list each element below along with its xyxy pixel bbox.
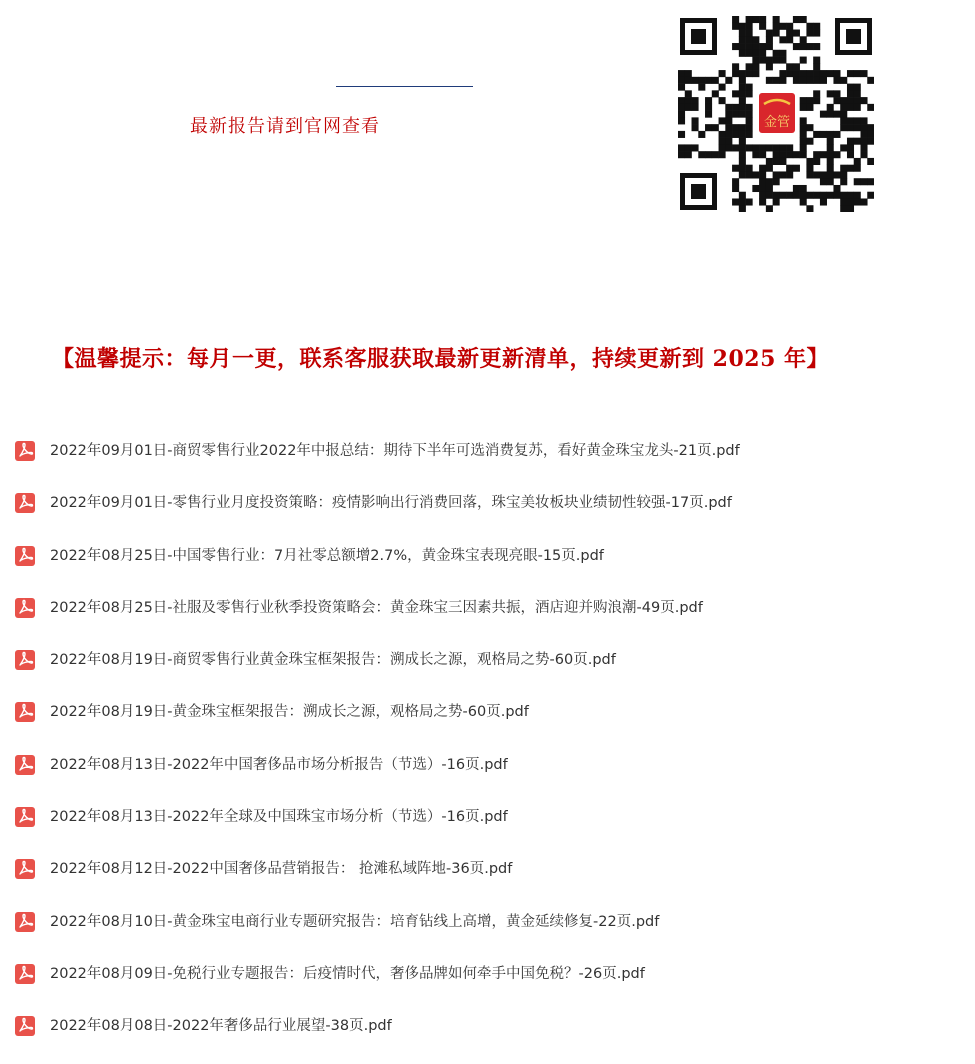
file-list-item[interactable]	[14, 802, 964, 854]
pdf-icon	[14, 597, 36, 619]
file-list	[14, 436, 964, 1064]
pdf-icon	[14, 806, 36, 828]
pdf-icon	[14, 649, 36, 671]
pdf-icon	[14, 858, 36, 880]
file-list-item[interactable]	[14, 436, 964, 488]
file-list-item[interactable]	[14, 697, 964, 749]
file-name: 2022年09月01日-商贸零售行业2022年中报总结：期待下半年可选消费复苏，看好黄金珠宝龙头-21页.pdf	[50, 443, 740, 459]
file-name: 2022年08月19日-商贸零售行业黄金珠宝框架报告：溯成长之源，观格局之势-60页.pdf	[50, 652, 616, 669]
file-name: 2022年08月09日-免税行业专题报告：后疫情时代，奢侈品牌如何牵手中国免税？-26页.pdf	[50, 965, 645, 982]
file-list-item[interactable]	[14, 959, 964, 1011]
file-list-item[interactable]	[14, 907, 964, 959]
pdf-icon	[14, 440, 36, 462]
update-tip: 【温馨提示：每月一更，联系客服获取最新更新清单，持续更新到 2025 年】	[52, 346, 830, 372]
file-name: 2022年08月19日-黄金珠宝框架报告：溯成长之源，观格局之势-60页.pdf	[50, 704, 529, 721]
file-list-item[interactable]	[14, 488, 964, 540]
header-underline	[336, 86, 473, 87]
file-name: 2022年08月13日-2022年中国奢侈品市场分析报告（节选）-16页.pdf	[50, 756, 508, 773]
file-name: 2022年08月10日-黄金珠宝电商行业专题研究报告：培育钻线上高增，黄金延续修复-22页.pdf	[50, 913, 660, 930]
pdf-icon	[14, 754, 36, 776]
file-name: 2022年08月12日-2022中国奢侈品营销报告： 抢滩私域阵地-36页.pdf	[50, 861, 513, 878]
file-list-item[interactable]	[14, 593, 964, 645]
file-list-item[interactable]	[14, 750, 964, 802]
file-list-item[interactable]	[14, 541, 964, 593]
qr-code	[678, 16, 874, 212]
pdf-icon	[14, 492, 36, 514]
website-notice[interactable]: 最新报告请到官网查看	[190, 116, 380, 137]
file-list-item[interactable]	[14, 1011, 964, 1063]
file-name: 2022年08月25日-社服及零售行业秋季投资策略会：黄金珠宝三因素共振，酒店迎并购浪潮-49页.pdf	[50, 599, 703, 616]
file-name: 2022年09月01日-零售行业月度投资策略：疫情影响出行消费回落，珠宝美妆板块业绩韧性较强-17页.pdf	[50, 495, 732, 512]
qr-logo	[756, 90, 798, 136]
file-name: 2022年08月25日-中国零售行业：7月社零总额增2.7%，黄金珠宝表现亮眼-15页.pdf	[50, 547, 604, 564]
file-list-item[interactable]	[14, 854, 964, 906]
pdf-icon	[14, 1015, 36, 1037]
pdf-icon	[14, 701, 36, 723]
pdf-icon	[14, 545, 36, 567]
pdf-icon	[14, 963, 36, 985]
file-name: 2022年08月08日-2022年奢侈品行业展望-38页.pdf	[50, 1018, 392, 1035]
pdf-icon	[14, 911, 36, 933]
file-list-item[interactable]	[14, 645, 964, 697]
qr-logo-text: 金管	[763, 115, 791, 130]
file-name: 2022年08月13日-2022年全球及中国珠宝市场分析（节选）-16页.pdf	[50, 809, 508, 826]
